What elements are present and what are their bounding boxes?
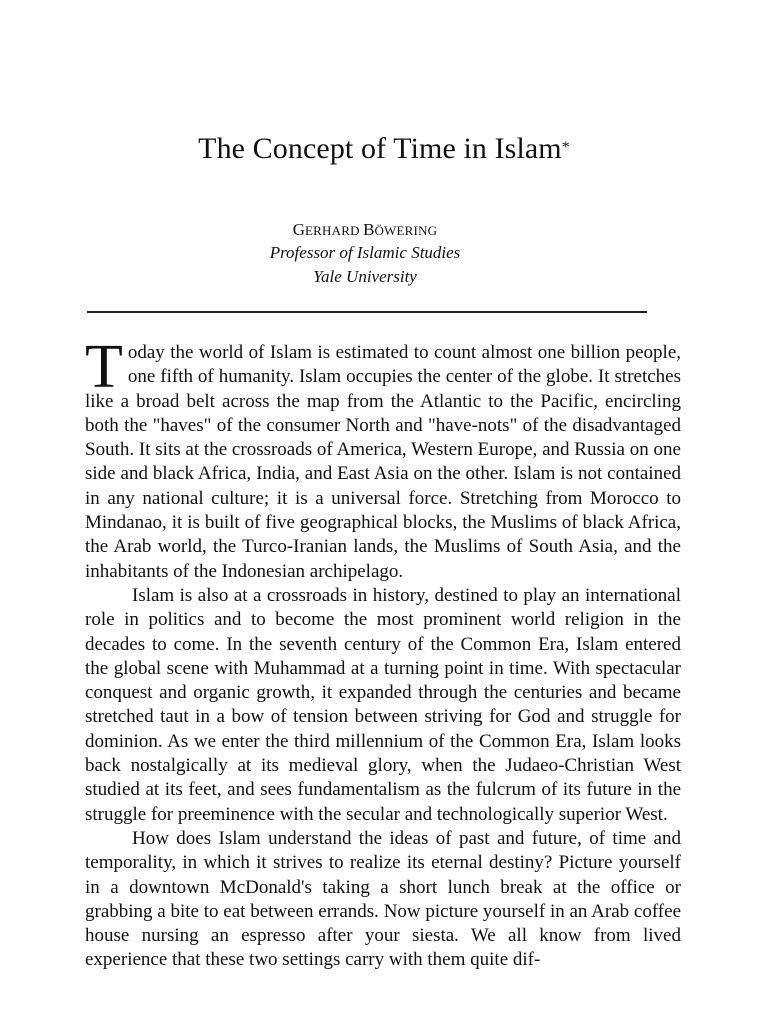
author-last-initial: B [363,220,375,239]
paragraph-2: Islam is also at a crossroads in history, destined to play an international role in politics and to become the most prominent world religion in the decades to come. In the seventh century of the Common Era, Islam entered the global scene with Muhammad at a turning point in time. With spectacular conquest and organic growth, it expanded through the centuries and became stretched taut in a bow of tension between striving for God and struggle for dominion. As we enter the third millennium of the Common Era, Islam looks back nostalgically at its medieval glory, when the Judaeo-Christian West studied at its feet, and sees fundamentalism as the fulcrum of its future in the struggle for preeminence with the secular and technologically superior West. [85,584,681,825]
drop-cap: T [85,333,123,401]
author-first-rest: ERHARD [305,223,364,238]
title-rule-divider [87,311,647,313]
paragraph-1 [85,333,681,584]
author-affiliation: Yale University [313,267,417,286]
author-role: Professor of Islamic Studies [269,243,461,262]
paragraph-1-text: oday the world of Islam is estimated to count almost one billion people, one fifth of humanity. Islam occupies the center of the globe. It stretches like a broad belt across the map from the Atlantic to the Pacific, encircling both the "haves" of the consumer North and "have-nots" of the disadvantaged South. It sits at the crossroads of America, Western Europe, and Russia on one side and black Africa, India, and East Asia on the other. Islam is not contained in any national culture; it is a universal force. Stretching from Morocco to Mindanao, it is built of five geographical blocks, the Muslims of black Africa, the Arab world, the Turco-Iranian lands, the Muslims of South Asia, and the inhabitants of the Indonesian archipelago. [85,342,681,582]
author-name [0,218,730,243]
article-title [0,128,768,169]
author-first-initial: G [292,220,306,239]
article-title-text: The Concept of Time in Islam [198,132,562,165]
footnote-mark: * [561,139,570,156]
article-body [85,333,681,973]
author-last-rest: ÖWERING [374,223,438,238]
paragraph-3: How does Islam understand the ideas of past and future, of time and temporality, in which it strives to realize its eternal destiny? Picture yourself in a downtown McDonald's taking a short lunch break at the office or grabbing a bite to eat between errands. Now picture yourself in an Arab coffee house nursing an espresso after your siesta. We all know from lived experience that these two settings carry with them quite dif- [85,827,681,971]
